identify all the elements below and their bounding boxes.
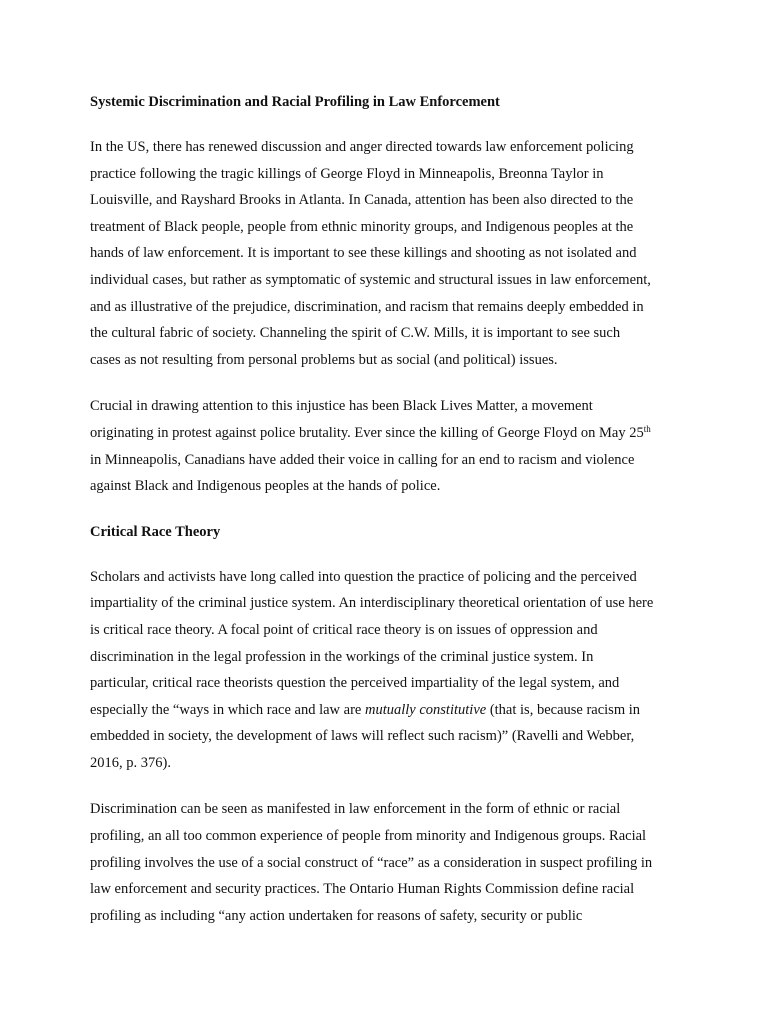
text-line: treatment of Black people, people from ethnic minority groups, and Indigenous peoples at the <box>90 218 634 235</box>
text-line: 2016, p. 376). <box>90 754 171 771</box>
paragraph-black-lives-matter <box>90 393 690 499</box>
text-line: Crucial in drawing attention to this injustice has been Black Lives Matter, a movement <box>90 398 593 415</box>
text-line: the cultural fabric of society. Channeling the spirit of C.W. Mills, it is important to see such <box>90 325 621 342</box>
text-line: is critical race theory. A focal point of critical race theory is on issues of oppression and <box>90 621 598 638</box>
text-line <box>90 697 690 724</box>
text-line: individual cases, but rather as symptomatic of systemic and structural issues in law enforcement, <box>90 271 651 288</box>
text-line: hands of law enforcement. It is important to see these killings and shooting as not isolated and <box>90 245 637 262</box>
text-line: profiling involves the use of a social construct of “race” as a consideration in suspect profiling in <box>90 854 653 871</box>
paragraph-racial-profiling <box>90 796 690 929</box>
italic-term: mutually constitutive <box>364 701 487 718</box>
text-line: Discrimination can be seen as manifested in law enforcement in the form of ethnic or racial <box>90 801 621 818</box>
text-segment: (that is, because racism in <box>486 701 641 718</box>
text-line: Scholars and activists have long called into question the practice of policing and the perceived <box>90 568 637 585</box>
document-title: Systemic Discrimination and Racial Profiling in Law Enforcement <box>90 94 500 110</box>
text-line: In the US, there has renewed discussion and anger directed towards law enforcement policing <box>90 139 634 155</box>
text-line: profiling, an all too common experience of people from minority and Indigenous groups. Racial <box>90 828 647 845</box>
text-line: and as illustrative of the prejudice, discrimination, and racism that remains deeply embedded in <box>90 298 644 315</box>
paragraph-critical-race-theory <box>90 564 690 777</box>
section-heading-critical-race-theory: Critical Race Theory <box>90 523 221 540</box>
text-line: particular, critical race theorists question the perceived impartiality of the legal system, and <box>90 675 620 692</box>
text-line: profiling as including “any action undertaken for reasons of safety, security or public <box>90 907 583 924</box>
document-body <box>90 90 690 949</box>
text-segment: originating in protest against police brutality. Ever since the killing of George Floyd on May 25 <box>90 424 644 441</box>
superscript: th <box>643 423 651 434</box>
text-line: impartiality of the criminal justice system. An interdisciplinary theoretical orientation of use here <box>90 595 654 612</box>
text-line <box>90 420 690 447</box>
text-line: against Black and Indigenous peoples at the hands of police. <box>90 478 441 495</box>
text-line: cases as not resulting from personal problems but as social (and political) issues. <box>90 351 558 368</box>
text-line: Louisville, and Rayshard Brooks in Atlanta. In Canada, attention has been also directed to the <box>90 192 634 209</box>
text-line: discrimination in the legal profession in the workings of the criminal justice system. In <box>90 648 594 665</box>
text-line: in Minneapolis, Canadians have added their voice in calling for an end to racism and violence <box>90 451 635 468</box>
text-segment: especially the “ways in which race and law are <box>90 701 365 718</box>
text-line: law enforcement and security practices. The Ontario Human Rights Commission define racial <box>90 881 635 898</box>
text-line: practice following the tragic killings of George Floyd in Minneapolis, Breonna Taylor in <box>90 165 604 182</box>
paragraph-intro <box>90 134 690 373</box>
text-line: embedded in society, the development of laws will reflect such racism)” (Ravelli and Webber, <box>90 728 635 745</box>
